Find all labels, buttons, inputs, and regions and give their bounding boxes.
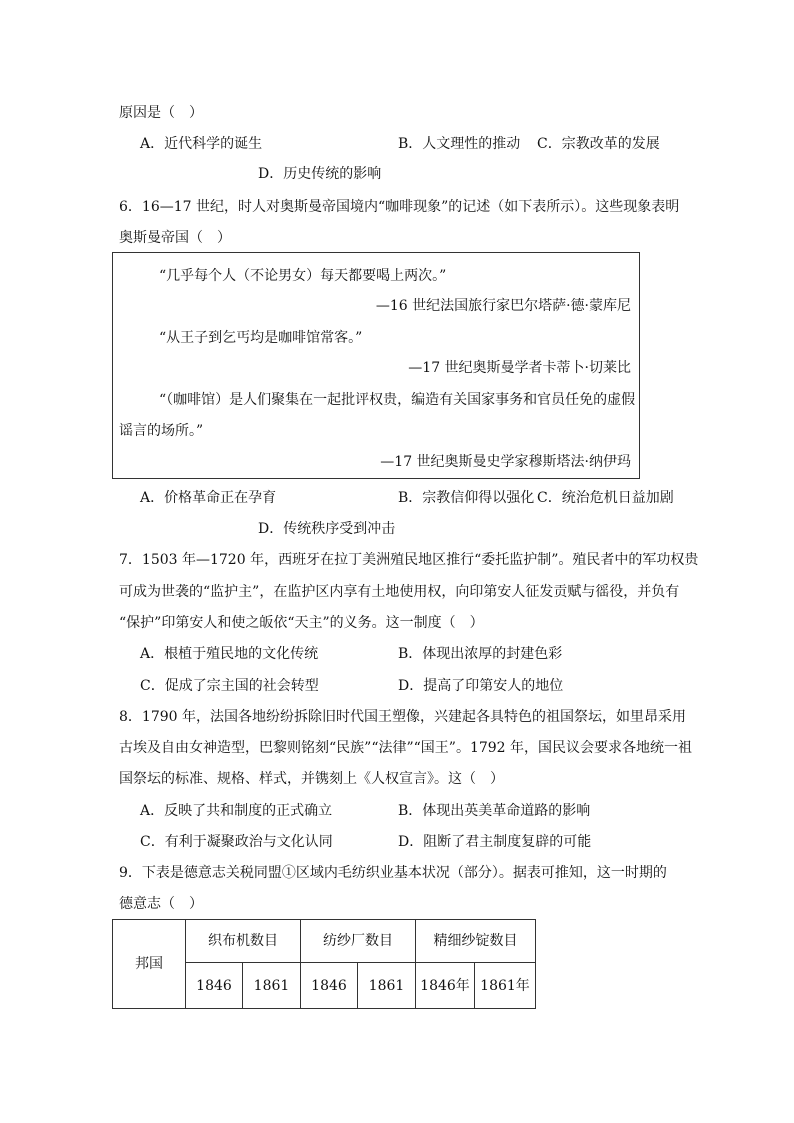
- q8-option-d: D．阻断了君主制度复辟的可能: [398, 834, 592, 850]
- q5-option-c: C．宗教改革的发展: [537, 136, 660, 152]
- q6-quote-3-line1: “（咖啡馆）是人们聚集在一起批评权贵，编造有关国家事务和官员任免的虚假: [159, 392, 636, 408]
- q7-option-c: C．促成了宗主国的社会转型: [140, 678, 319, 694]
- q6-option-c: C．统治危机日益加剧: [537, 490, 674, 506]
- q6-quote-3-line2: 谣言的场所。”: [119, 423, 204, 439]
- q6-option-d: D．传统秩序受到冲击: [258, 521, 396, 537]
- q5-option-d: D．历史传统的影响: [258, 166, 382, 182]
- q7-stem-line2: 可成为世袭的“监护主”，在监护区内享有土地使用权，向印第安人征发贡赋与徭役，并负有: [119, 584, 680, 600]
- q8-stem-line3: 国祭坛的标准、规格、样式，并镌刻上《人权宣言》。这（ ）: [119, 771, 504, 787]
- q6-stem-line1: 6．16—17 世纪，时人对奥斯曼帝国境内“咖啡现象”的记述（如下表所示）。这些现象表明: [119, 199, 680, 215]
- table-year-cell: 1861: [243, 963, 301, 1009]
- table-year-cell: 1861: [358, 963, 416, 1009]
- table-row-header: 邦国: [113, 920, 186, 1009]
- table-group-looms: 织布机数目: [186, 920, 301, 963]
- q6-quote-1: “几乎每个人（不论男女）每天都要喝上两次。”: [159, 268, 447, 284]
- q6-quote-3-source: —17 世纪奥斯曼史学家穆斯塔法·纳伊玛: [380, 454, 631, 470]
- q8-option-b: B．体现出英美革命道路的影响: [398, 803, 591, 819]
- q9-stem-line2: 德意志（ ）: [119, 896, 203, 912]
- table-year-cell: 1846年: [416, 963, 475, 1009]
- q8-stem-line2: 古埃及自由女神造型，巴黎则铭刻“民族”“法律”“国王”。1792 年，国民议会要求各地统一祖: [119, 740, 693, 756]
- q6-option-b: B．宗教信仰得以强化: [398, 490, 535, 506]
- table-year-cell: 1846: [301, 963, 358, 1009]
- q6-option-a: A．价格革命正在孕育: [140, 490, 277, 506]
- table-year-cell: 1861年: [475, 963, 536, 1009]
- q5-option-a: A．近代科学的诞生: [140, 136, 263, 152]
- table-year-cell: 1846: [186, 963, 243, 1009]
- q8-stem-line1: 8．1790 年，法国各地纷纷拆除旧时代国王塑像，兴建起各具特色的祖国祭坛，如里昂采用: [119, 709, 686, 725]
- table-group-spinning-mills: 纺纱厂数目: [301, 920, 416, 963]
- q7-option-b: B．体现出浓厚的封建色彩: [398, 646, 563, 662]
- q5-option-b: B．人文理性的推动: [398, 136, 521, 152]
- q6-quote-box: [112, 252, 640, 479]
- q7-stem-line1: 7．1503 年—1720 年，西班牙在拉丁美洲殖民地区推行“委托监护制”。殖民者中的军功权贵: [119, 552, 699, 568]
- q9-stem-line1: 9．下表是德意志关税同盟①区域内毛纺织业基本状况（部分）。据表可推知，这一时期的: [119, 865, 667, 881]
- q7-option-d: D．提高了印第安人的地位: [398, 678, 564, 694]
- q9-wool-table: [112, 919, 536, 1009]
- q6-quote-1-source: —16 世纪法国旅行家巴尔塔萨·德·蒙库尼: [375, 298, 631, 314]
- q6-quote-2: “从王子到乞丐均是咖啡馆常客。”: [159, 330, 363, 346]
- q8-option-a: A．反映了共和制度的正式确立: [140, 803, 333, 819]
- q6-stem-line2: 奥斯曼帝国（ ）: [119, 230, 231, 246]
- q8-option-c: C．有利于凝聚政治与文化认同: [140, 834, 333, 850]
- q5-stem-tail: 原因是（ ）: [119, 105, 203, 121]
- q7-stem-line3: “保护”印第安人和使之皈依“天主”的义务。这一制度（ ）: [119, 615, 484, 631]
- q6-quote-2-source: —17 世纪奥斯曼学者卡蒂卜·切莱比: [408, 360, 631, 376]
- q7-option-a: A．根植于殖民地的文化传统: [140, 646, 319, 662]
- table-group-fine-spindles: 精细纱锭数目: [416, 920, 536, 963]
